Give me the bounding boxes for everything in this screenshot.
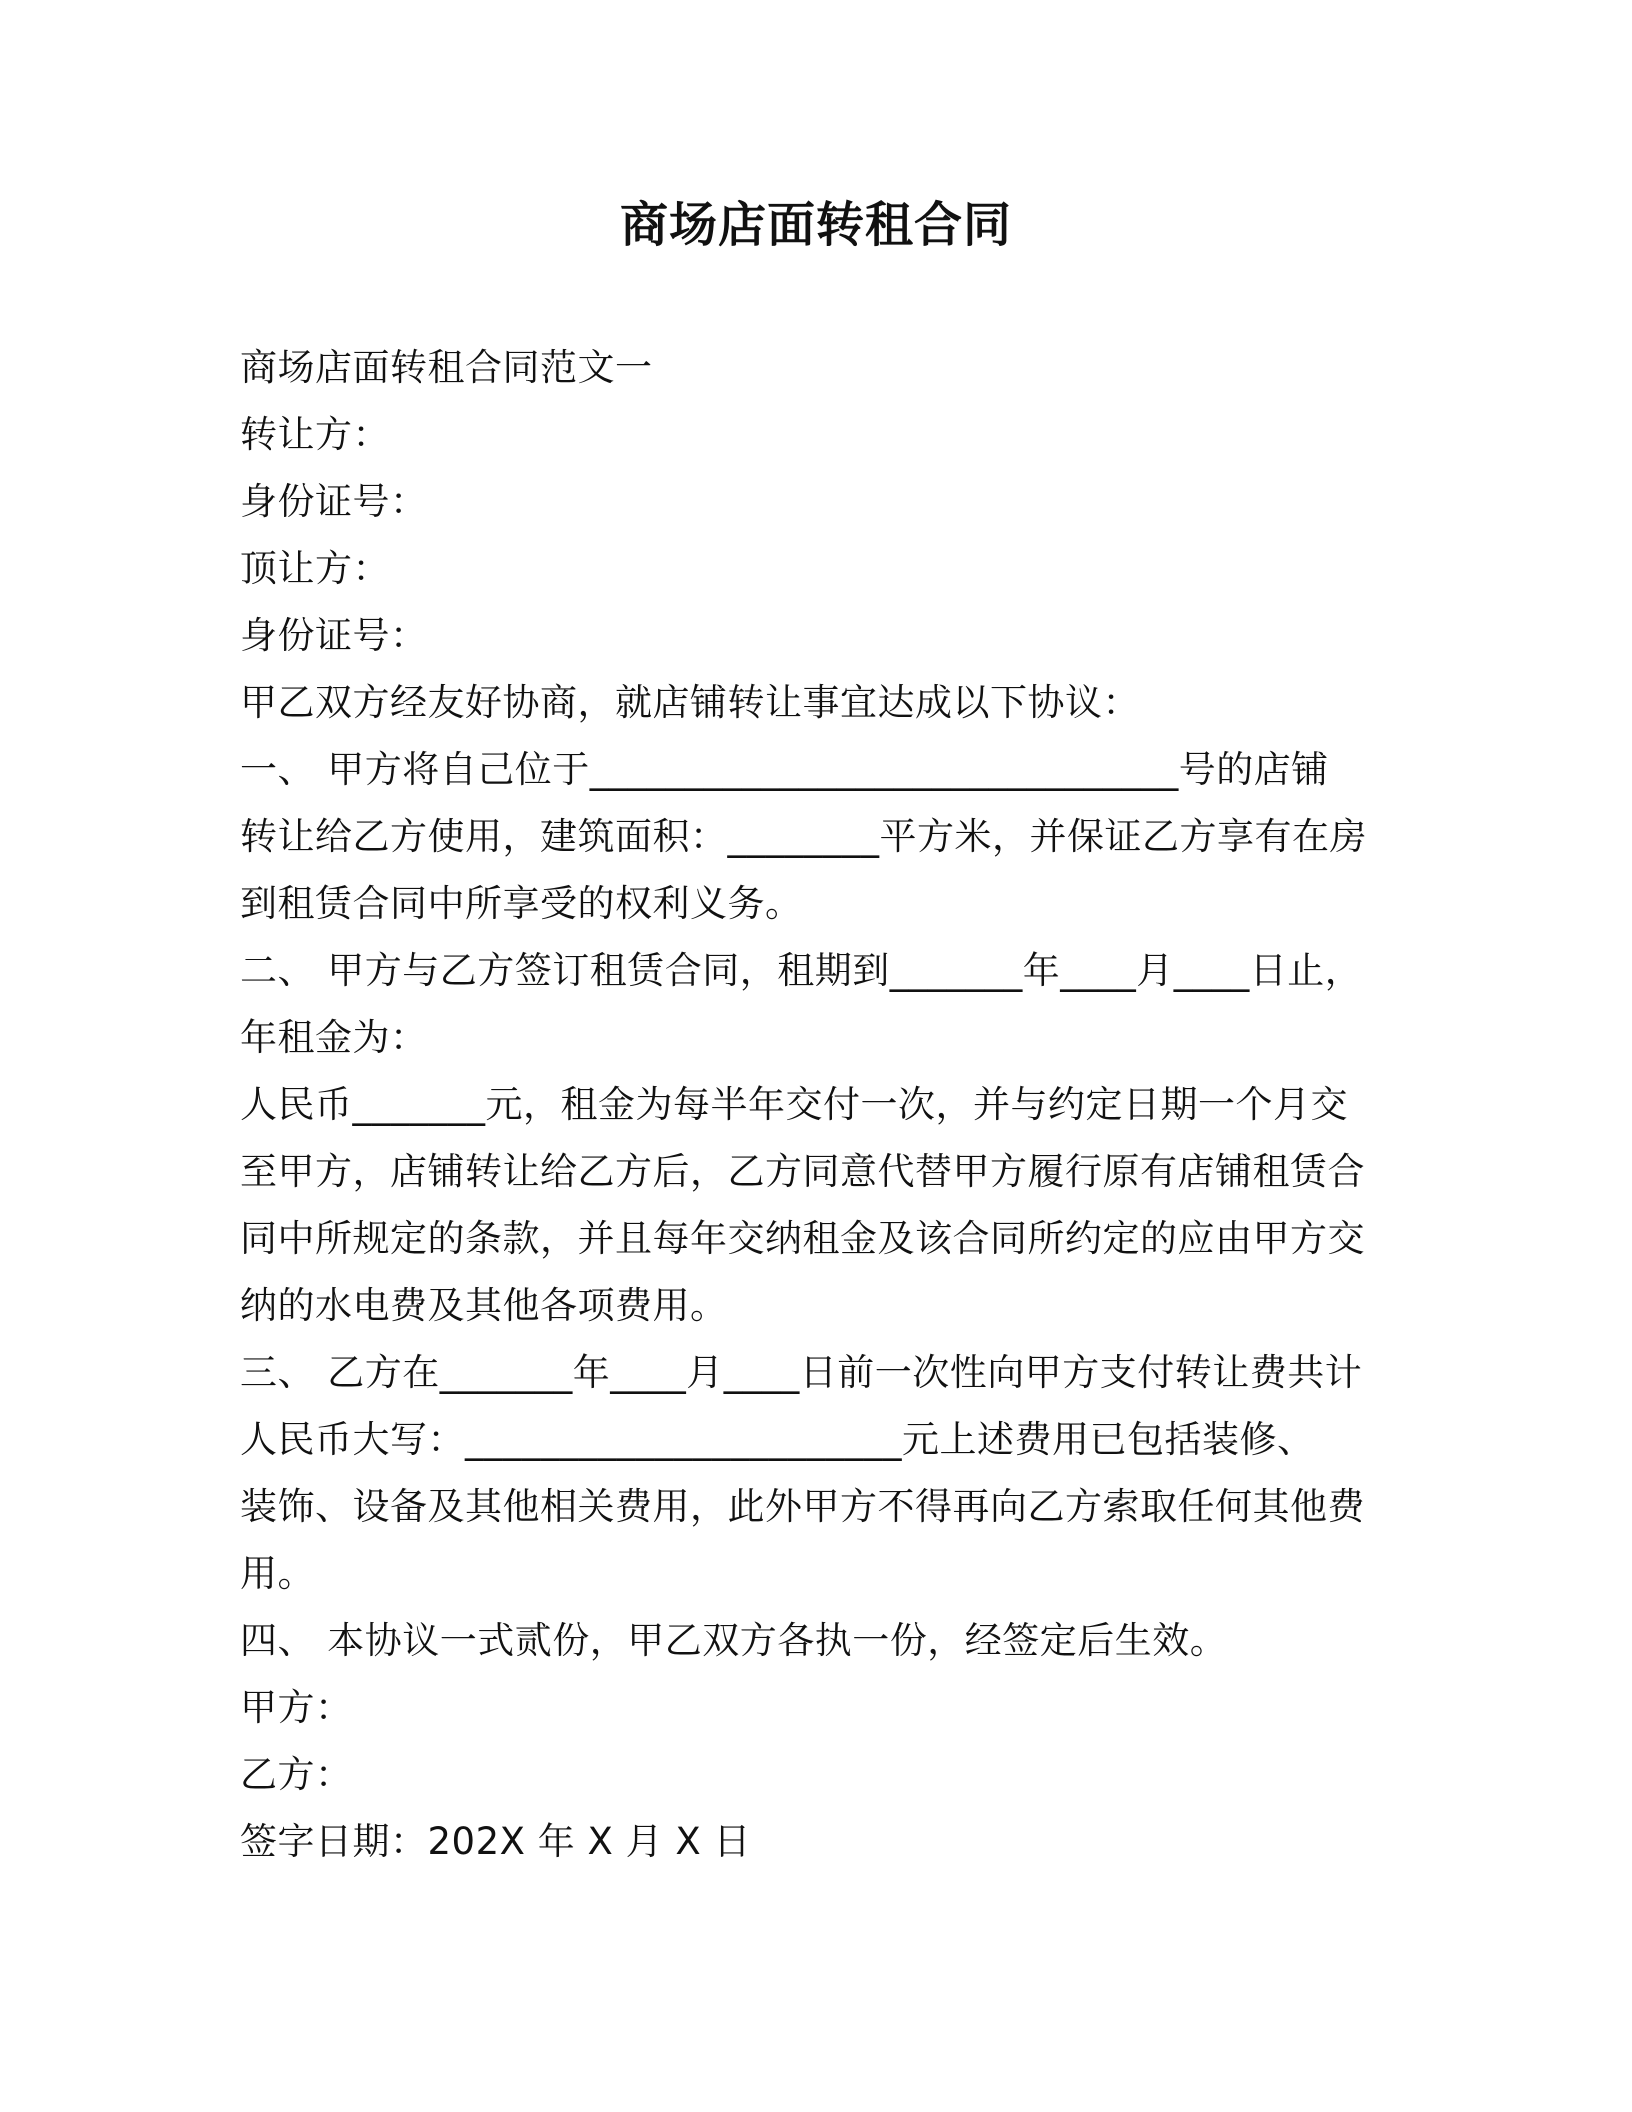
- transferee-line: 顶让方：: [240, 547, 390, 590]
- transferor-id-line: 身份证号：: [240, 480, 428, 523]
- clause-2-line-2: 年租金为：: [240, 1016, 428, 1059]
- clause-1-line-3: 到租赁合同中所享受的权利义务。: [240, 882, 803, 925]
- signing-date-line: 签字日期：202X 年 X 月 X 日: [240, 1820, 751, 1863]
- clause-2-line-4: 至甲方，店铺转让给乙方后，乙方同意代替甲方履行原有店铺租赁合: [240, 1150, 1365, 1193]
- preamble-line: 甲乙双方经友好协商，就店铺转让事宜达成以下协议：: [240, 681, 1140, 724]
- party-a-signature-line: 甲方：: [240, 1686, 353, 1729]
- document-title: 商场店面转租合同: [619, 197, 1012, 253]
- clause-3-line-2: 人民币大写：_______________________元上述费用已包括装修、: [240, 1418, 1315, 1461]
- clause-2-line-6: 纳的水电费及其他各项费用。: [240, 1284, 728, 1327]
- transferee-id-line: 身份证号：: [240, 614, 428, 657]
- clause-2-line-5: 同中所规定的条款，并且每年交纳租金及该合同所约定的应由甲方交: [240, 1217, 1365, 1260]
- clause-4-line: 四、 本协议一式贰份，甲乙双方各执一份，经签定后生效。: [240, 1619, 1228, 1662]
- clause-2-line-3: 人民币_______元，租金为每半年交付一次，并与约定日期一个月交: [240, 1083, 1348, 1126]
- party-b-signature-line: 乙方：: [240, 1753, 353, 1796]
- clause-2-line-1: 二、 甲方与乙方签订租赁合同，租期到_______年____月____日止，: [240, 949, 1363, 992]
- clause-1-line-1: 一、 甲方将自己位于_______________________________号的店铺: [240, 748, 1329, 791]
- document-body: [240, 334, 1400, 1875]
- clause-3-line-3: 装饰、设备及其他相关费用，此外甲方不得再向乙方索取任何其他费: [240, 1485, 1365, 1528]
- transferor-line: 转让方：: [240, 413, 390, 456]
- clause-3-line-4: 用。: [240, 1552, 315, 1595]
- clause-1-line-2: 转让给乙方使用，建筑面积：________平方米，并保证乙方享有在房: [240, 815, 1367, 858]
- subtitle-line: 商场店面转租合同范文一: [240, 346, 653, 389]
- clause-3-line-1: 三、 乙方在_______年____月____日前一次性向甲方支付转让费共计: [240, 1351, 1363, 1394]
